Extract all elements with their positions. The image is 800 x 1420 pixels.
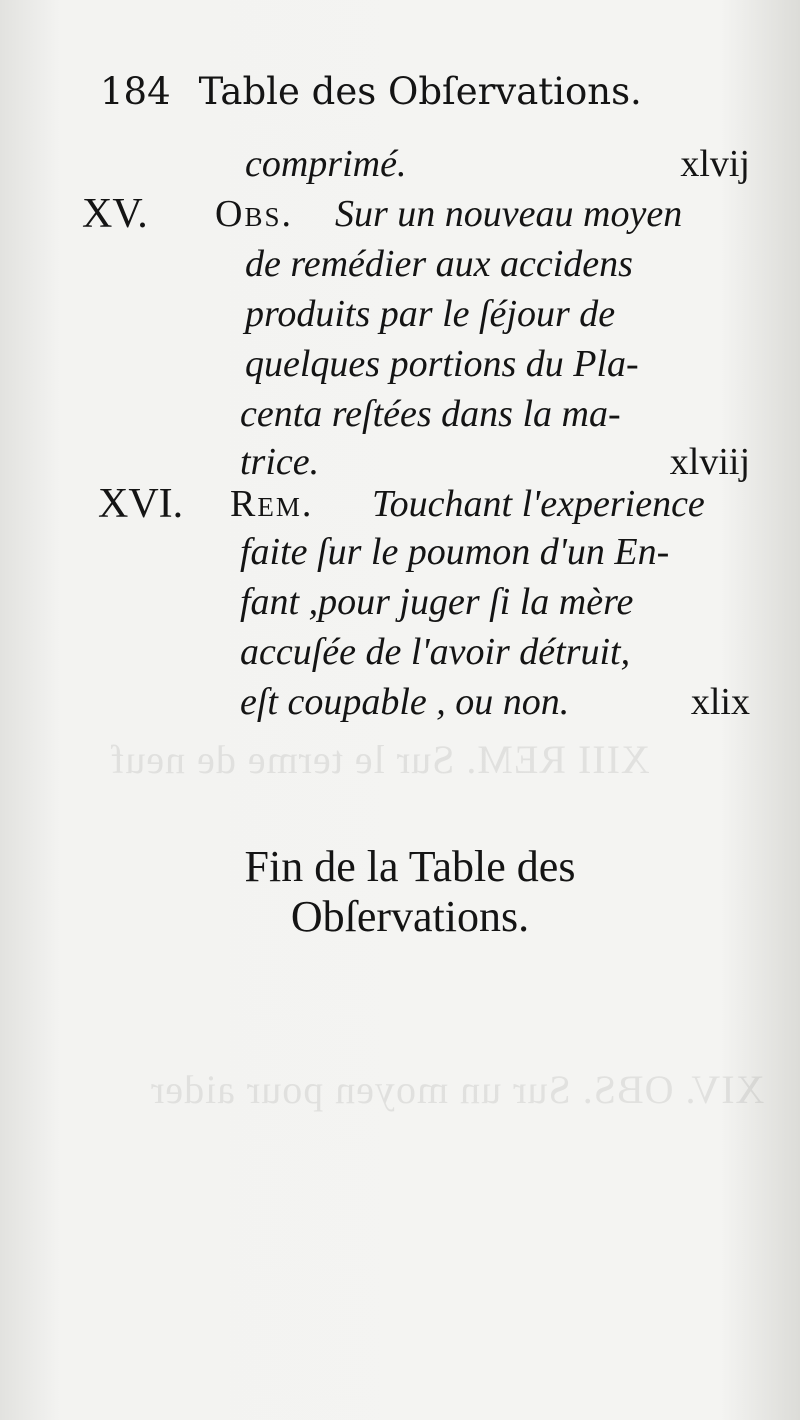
entry-text-line: Sur un nouveau moyen — [335, 193, 683, 235]
entry-kind: Obs. — [215, 193, 293, 235]
entry-kind: Rem. — [230, 483, 314, 525]
closing-line: Fin de la Table des — [244, 842, 576, 891]
running-title: Table des Obſervations. — [198, 70, 642, 113]
show-through: XIV. OBS. Sur un moyen pour aider — [150, 1067, 765, 1112]
entry-text-line: centa reſtées dans la ma- — [240, 393, 621, 435]
entry-ref: xlix — [690, 681, 750, 723]
entry-text-line: faite ſur le poumon d'un En- — [240, 531, 670, 573]
entry-text-line: comprimé. — [245, 143, 407, 185]
entry-text-line: Touchant l'experience — [372, 483, 705, 525]
closing-line: Obſervations. — [290, 892, 530, 941]
entry-text-line: fant ,pour juger ſi la mère — [240, 581, 634, 623]
entry-ref: xlviij — [669, 441, 750, 483]
running-head — [100, 70, 642, 113]
entry-ref: xlvij — [680, 143, 750, 185]
entry-text-line: de remédier aux accidens — [245, 243, 633, 285]
entry-number: XV. — [82, 191, 148, 237]
entry-text-line: accuſée de l'avoir détruit, — [240, 631, 631, 673]
entry-text-line: eſt coupable , ou non. — [240, 681, 570, 723]
show-through: XIII REM. Sur le terme de neuf — [110, 737, 650, 782]
entry-number: XVI. — [98, 481, 184, 527]
page-number: 184 — [100, 70, 171, 113]
entry-text-line: quelques portions du Pla- — [245, 343, 639, 385]
entry-text-line: trice. — [240, 441, 320, 483]
entry-text-line: produits par le ſéjour de — [245, 293, 616, 335]
